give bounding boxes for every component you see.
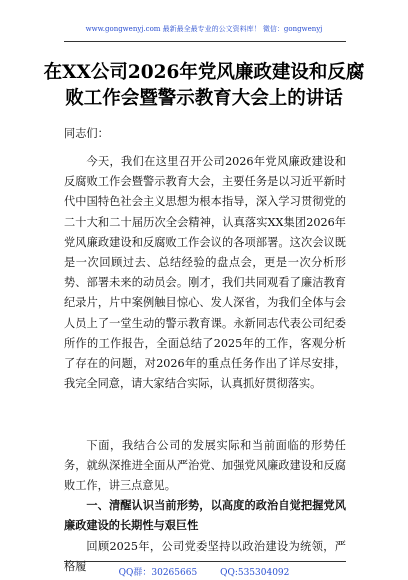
- footer-qq: QQ:535304092: [220, 568, 290, 578]
- page-header: www.gongwenyj.com 最新最全最专业的公文资料库！ 微信：gongwenyj: [85, 25, 323, 33]
- footer-qq-group: QQ群：30265665: [118, 568, 198, 578]
- page-footer: [0, 565, 408, 578]
- title-line-2: 败工作会暨警示教育大会上的讲话: [65, 88, 343, 109]
- section-heading-1: 一、清醒认识当前形势，以高度的政治自觉把握党风廉政建设的长期性与艰巨性: [64, 499, 346, 533]
- footer-divider: [64, 561, 346, 562]
- title-line-1: 在XX公司2026年党风廉政建设和反腐: [43, 62, 365, 83]
- greeting: 同志们：: [64, 127, 109, 140]
- paragraph-outline: 下面，我结合公司的发展实际和当前面临的形势任务，就纵深推进全面从严治党、加强党风廉政建设和反腐败工作，讲三点意见。: [64, 439, 346, 493]
- paragraph-review: 回顾2025年，公司党委坚持以政治建设为统领，严格履: [64, 540, 346, 574]
- header-divider: [64, 41, 346, 42]
- paragraph-intro: 今天，我们在这里召开公司2026年党风廉政建设和反腐败工作会暨警示教育大会，主要任务是以习近平新时代中国特色社会主义思想为根本指导，深入学习贯彻党的二十大和二十届历次全会精神，认真落实XX集团2026年党风廉政建设和反腐败工作会议的各项部署。这次会议既是一次回顾过去、总结经验的盘点会，更是一次分析形势、部署未来的动员会。刚才，我们共同观看了廉洁教育纪录片，片中案例触目惊心、发人深省，为我们全体与会人员上了一堂生动的警示教育课。永新同志代表公司纪委所作的工作报告，全面总结了2025年的工作，客观分析了存在的问题，对2026年的重点任务作出了详尽安排，我完全同意，请大家结合实际，认真抓好贯彻落实。: [64, 155, 346, 391]
- document-title: [20, 60, 388, 112]
